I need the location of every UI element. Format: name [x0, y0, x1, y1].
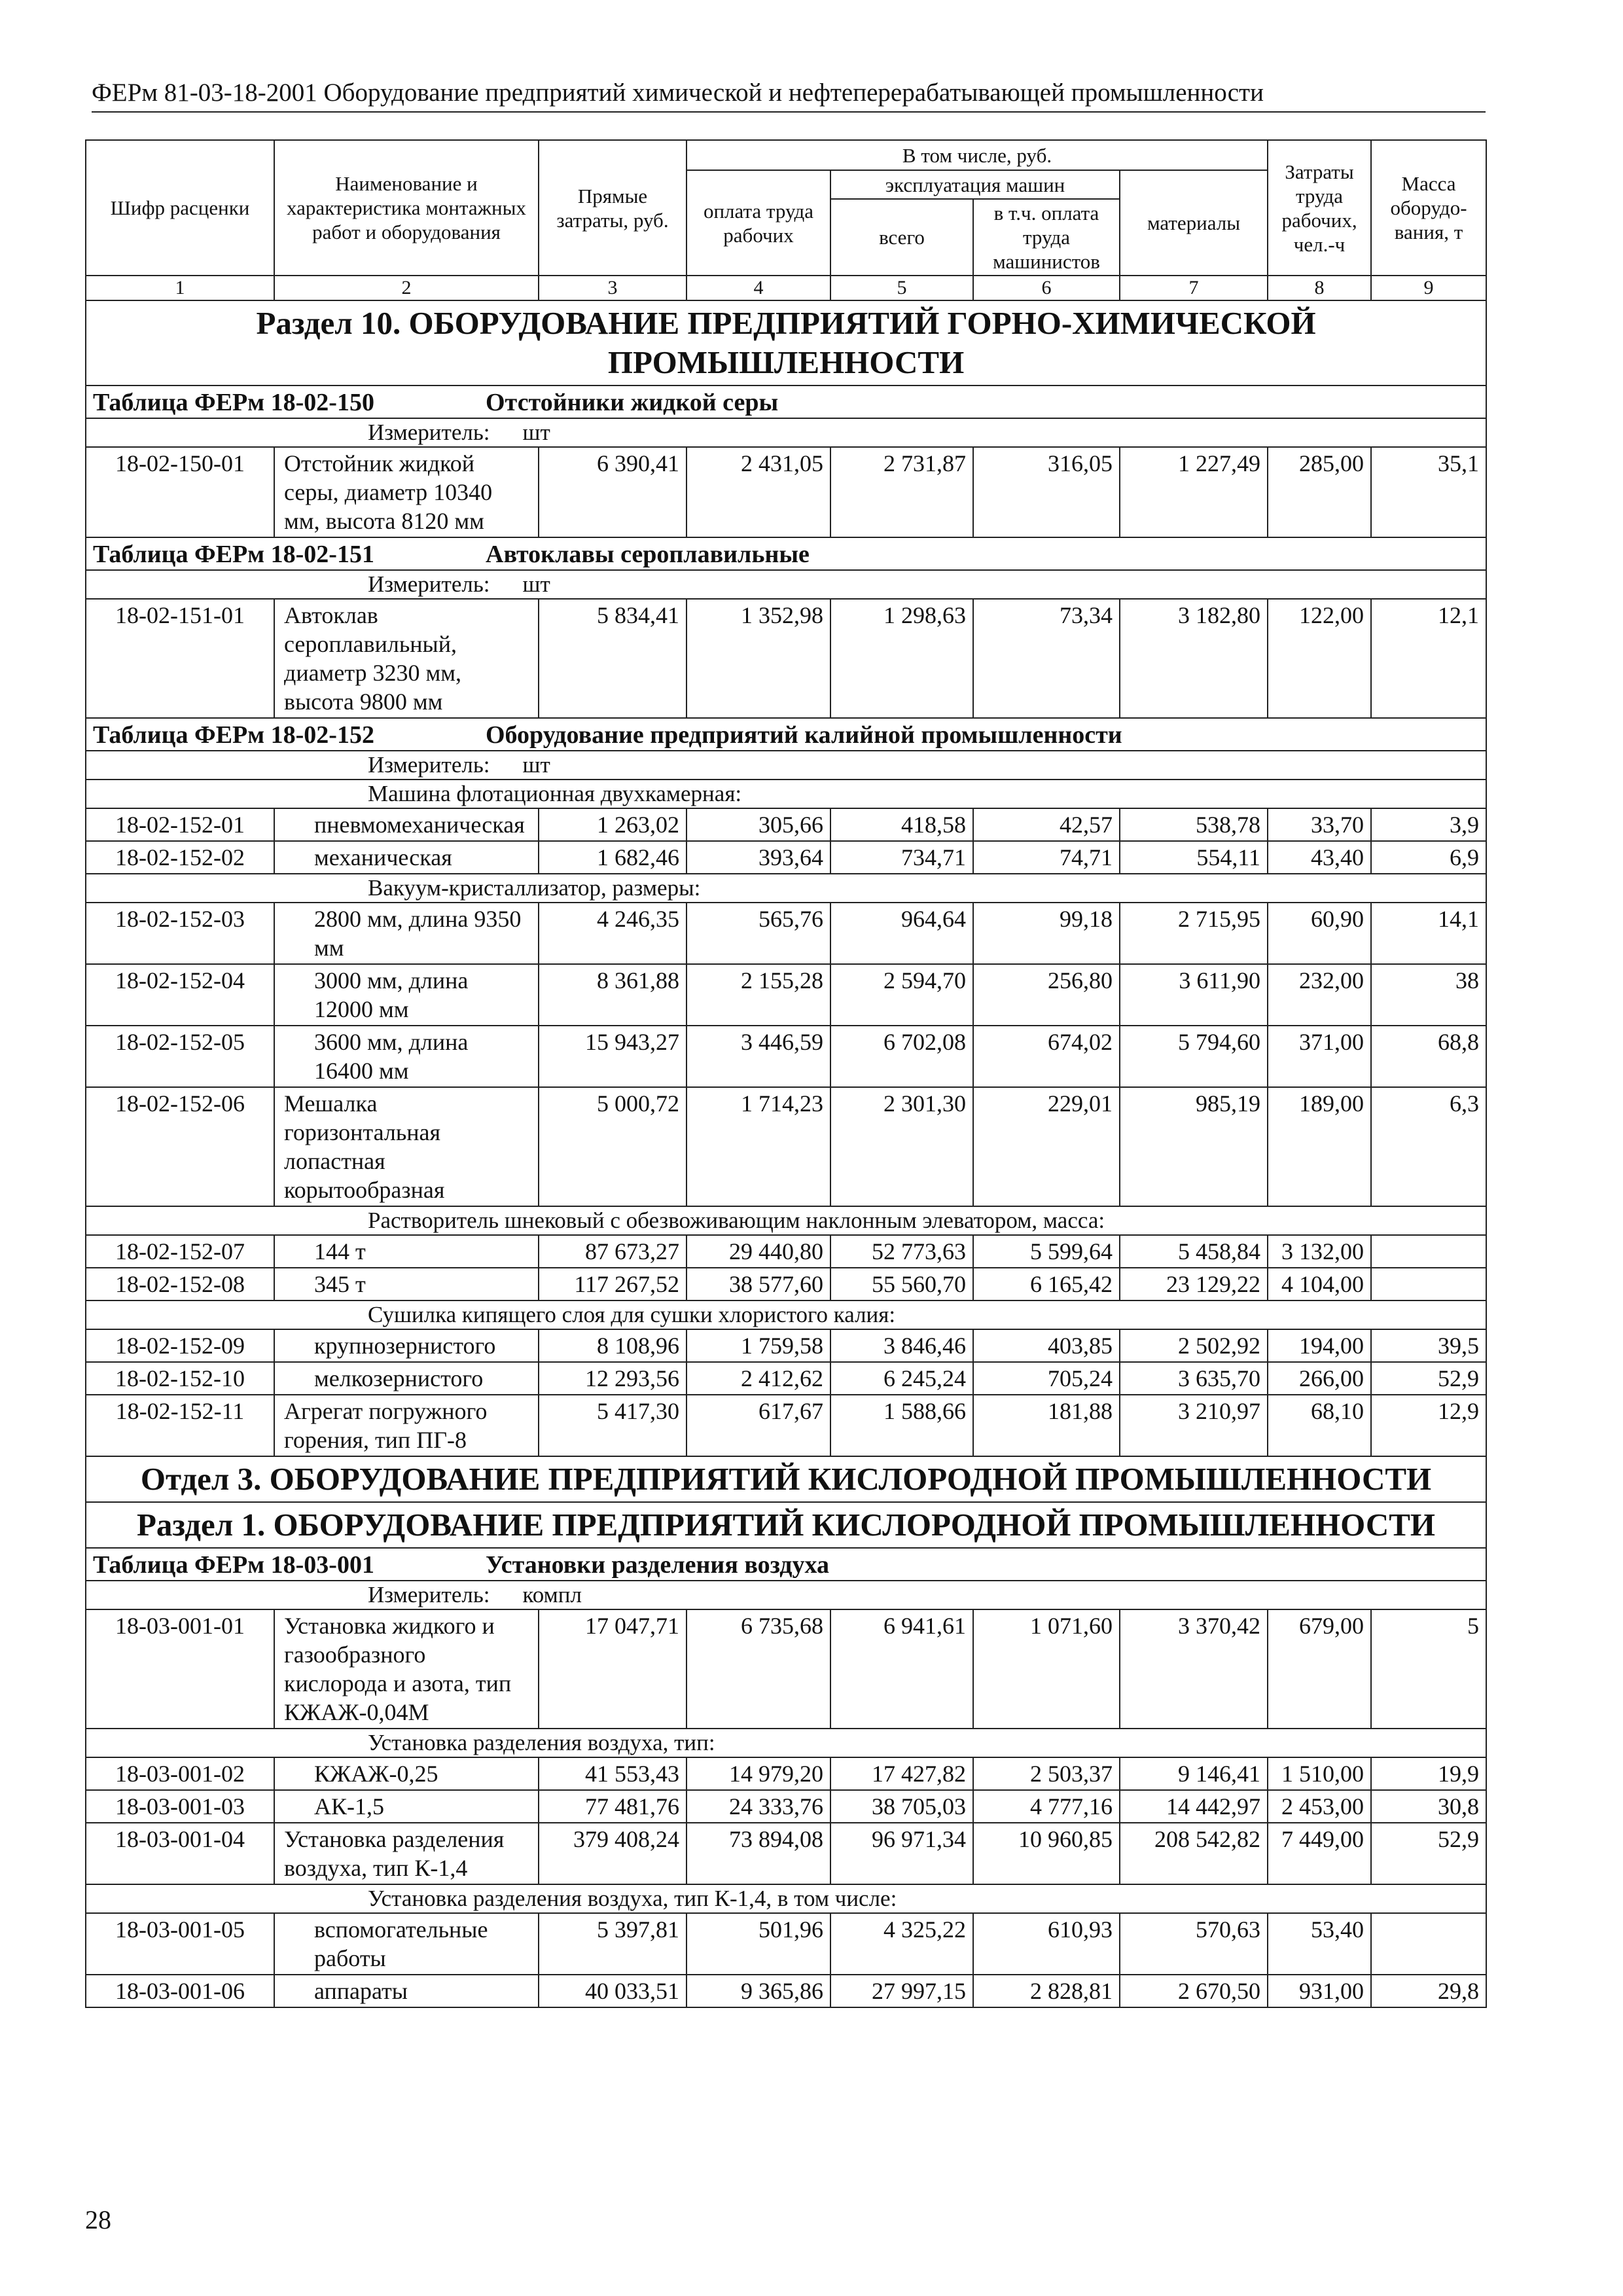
rate-code: 18-02-151-01: [86, 599, 274, 718]
table-heading-row: [86, 537, 1486, 570]
table-heading-row: [86, 1548, 1486, 1581]
table-heading: [86, 386, 1486, 418]
table-row: [86, 1913, 1486, 1975]
col-number: 9: [1371, 276, 1486, 300]
table-code: Таблица ФЕРм 18-02-151: [93, 541, 374, 568]
direct-cost: 87 673,27: [539, 1235, 687, 1268]
group-heading-row: [86, 1884, 1486, 1913]
machinist-wage: 610,93: [973, 1913, 1120, 1975]
table-row: [86, 1757, 1486, 1790]
section-heading-row: [86, 300, 1486, 386]
machines-total: 1 588,66: [830, 1395, 973, 1456]
col-header-direct: Прямые затраты, руб.: [539, 140, 687, 276]
labor-cost: 2 453,00: [1268, 1790, 1371, 1823]
workers-wage: 6 735,68: [687, 1609, 830, 1729]
direct-cost: 8 361,88: [539, 964, 687, 1026]
item-name: АК-1,5: [274, 1790, 539, 1823]
rate-code: 18-02-152-09: [86, 1329, 274, 1362]
direct-cost: 1 263,02: [539, 808, 687, 841]
machines-total: 6 941,61: [830, 1609, 973, 1729]
table-title: Отстойники жидкой серы: [486, 389, 779, 416]
item-name: аппараты: [274, 1975, 539, 2007]
item-name: пневмомеханическая: [274, 808, 539, 841]
table-heading: [86, 718, 1486, 751]
direct-cost: 40 033,51: [539, 1975, 687, 2007]
direct-cost: 5 834,41: [539, 599, 687, 718]
group-heading-row: [86, 1729, 1486, 1757]
equipment-mass: 52,9: [1371, 1823, 1486, 1884]
item-name: 3000 мм, длина 12000 мм: [274, 964, 539, 1026]
equipment-mass: 6,9: [1371, 841, 1486, 874]
machines-total: 38 705,03: [830, 1790, 973, 1823]
table-row: [86, 1026, 1486, 1087]
machinist-wage: 4 777,16: [973, 1790, 1120, 1823]
measure: [86, 418, 1486, 447]
page-header: ФЕРм 81-03-18-2001 Оборудование предприятий химической и нефтеперерабатывающей промышленности: [92, 77, 1486, 113]
workers-wage: 2 155,28: [687, 964, 830, 1026]
machinist-wage: 181,88: [973, 1395, 1120, 1456]
equipment-mass: [1371, 1913, 1486, 1975]
workers-wage: 1 714,23: [687, 1087, 830, 1206]
labor-cost: 1 510,00: [1268, 1757, 1371, 1790]
item-name: вспомогательные работы: [274, 1913, 539, 1975]
materials-cost: 23 129,22: [1120, 1268, 1268, 1300]
item-name: Отстойник жидкой серы, диаметр 10340 мм, высота 8120 мм: [274, 447, 539, 537]
machines-total: 27 997,15: [830, 1975, 973, 2007]
table-row: [86, 447, 1486, 537]
col-header-materials: материалы: [1120, 170, 1268, 276]
materials-cost: 3 611,90: [1120, 964, 1268, 1026]
labor-cost: 7 449,00: [1268, 1823, 1371, 1884]
workers-wage: 38 577,60: [687, 1268, 830, 1300]
materials-cost: 2 715,95: [1120, 903, 1268, 964]
measure-row: [86, 570, 1486, 599]
rate-code: 18-03-001-06: [86, 1975, 274, 2007]
direct-cost: 6 390,41: [539, 447, 687, 537]
direct-cost: 379 408,24: [539, 1823, 687, 1884]
machinist-wage: 256,80: [973, 964, 1120, 1026]
direct-cost: 41 553,43: [539, 1757, 687, 1790]
workers-wage: 617,67: [687, 1395, 830, 1456]
machinist-wage: 74,71: [973, 841, 1120, 874]
labor-cost: 232,00: [1268, 964, 1371, 1026]
materials-cost: 3 370,42: [1120, 1609, 1268, 1729]
direct-cost: 5 397,81: [539, 1913, 687, 1975]
measure-unit: шт: [522, 420, 550, 445]
materials-cost: 538,78: [1120, 808, 1268, 841]
section-heading-row: [86, 1456, 1486, 1502]
item-name: Установка разделения воздуха, тип К-1,4: [274, 1823, 539, 1884]
table-row: [86, 903, 1486, 964]
materials-cost: 14 442,97: [1120, 1790, 1268, 1823]
item-name: 345 т: [274, 1268, 539, 1300]
table-row: [86, 1329, 1486, 1362]
equipment-mass: 68,8: [1371, 1026, 1486, 1087]
equipment-mass: 5: [1371, 1609, 1486, 1729]
rate-code: 18-02-150-01: [86, 447, 274, 537]
equipment-mass: 52,9: [1371, 1362, 1486, 1395]
group-heading: Установка разделения воздуха, тип К-1,4, в том числе:: [86, 1884, 1486, 1913]
labor-cost: 266,00: [1268, 1362, 1371, 1395]
labor-cost: 679,00: [1268, 1609, 1371, 1729]
labor-cost: 285,00: [1268, 447, 1371, 537]
machinist-wage: 674,02: [973, 1026, 1120, 1087]
rate-code: 18-03-001-05: [86, 1913, 274, 1975]
equipment-mass: 30,8: [1371, 1790, 1486, 1823]
table-row: [86, 1362, 1486, 1395]
machinist-wage: 73,34: [973, 599, 1120, 718]
equipment-mass: 3,9: [1371, 808, 1486, 841]
equipment-mass: 38: [1371, 964, 1486, 1026]
group-heading: Вакуум-кристаллизатор, размеры:: [86, 874, 1486, 903]
group-heading-row: [86, 874, 1486, 903]
machines-total: 4 325,22: [830, 1913, 973, 1975]
item-name: 3600 мм, длина 16400 мм: [274, 1026, 539, 1087]
machines-total: 418,58: [830, 808, 973, 841]
workers-wage: 2 431,05: [687, 447, 830, 537]
section-heading: Отдел 3. ОБОРУДОВАНИЕ ПРЕДПРИЯТИЙ КИСЛОРОДНОЙ ПРОМЫШЛЕННОСТИ: [86, 1456, 1486, 1502]
machinist-wage: 6 165,42: [973, 1268, 1120, 1300]
col-number: 7: [1120, 276, 1268, 300]
col-header-mass: Масса оборудо-вания, т: [1371, 140, 1486, 276]
machines-total: 1 298,63: [830, 599, 973, 718]
labor-cost: 33,70: [1268, 808, 1371, 841]
measure: [86, 751, 1486, 780]
group-heading-row: [86, 1206, 1486, 1235]
equipment-mass: [1371, 1235, 1486, 1268]
section-heading: Раздел 1. ОБОРУДОВАНИЕ ПРЕДПРИЯТИЙ КИСЛОРОДНОЙ ПРОМЫШЛЕННОСТИ: [86, 1502, 1486, 1548]
measure: [86, 570, 1486, 599]
direct-cost: 117 267,52: [539, 1268, 687, 1300]
labor-cost: 4 104,00: [1268, 1268, 1371, 1300]
table-heading-row: [86, 718, 1486, 751]
labor-cost: 122,00: [1268, 599, 1371, 718]
workers-wage: 305,66: [687, 808, 830, 841]
materials-cost: 2 670,50: [1120, 1975, 1268, 2007]
labor-cost: 53,40: [1268, 1913, 1371, 1975]
rate-code: 18-03-001-01: [86, 1609, 274, 1729]
equipment-mass: 29,8: [1371, 1975, 1486, 2007]
col-header-labor: Затраты труда рабочих, чел.-ч: [1268, 140, 1371, 276]
machinist-wage: 2 828,81: [973, 1975, 1120, 2007]
rates-table: [85, 139, 1487, 2008]
materials-cost: 2 502,92: [1120, 1329, 1268, 1362]
direct-cost: 1 682,46: [539, 841, 687, 874]
equipment-mass: 39,5: [1371, 1329, 1486, 1362]
table-row: [86, 964, 1486, 1026]
workers-wage: 501,96: [687, 1913, 830, 1975]
table-code: Таблица ФЕРм 18-02-152: [93, 721, 374, 749]
workers-wage: 3 446,59: [687, 1026, 830, 1087]
table-row: [86, 599, 1486, 718]
item-name: Мешалка горизонтальная лопастная корытообразная: [274, 1087, 539, 1206]
group-heading-row: [86, 780, 1486, 808]
direct-cost: 5 417,30: [539, 1395, 687, 1456]
materials-cost: 985,19: [1120, 1087, 1268, 1206]
materials-cost: 5 794,60: [1120, 1026, 1268, 1087]
col-header-wage: оплата труда рабочих: [687, 170, 830, 276]
machines-total: 52 773,63: [830, 1235, 973, 1268]
materials-cost: 3 182,80: [1120, 599, 1268, 718]
measure-label: Измеритель:: [368, 420, 490, 445]
table-row: [86, 1975, 1486, 2007]
equipment-mass: 12,9: [1371, 1395, 1486, 1456]
rate-code: 18-02-152-08: [86, 1268, 274, 1300]
materials-cost: 3 635,70: [1120, 1362, 1268, 1395]
col-number: 2: [274, 276, 539, 300]
workers-wage: 9 365,86: [687, 1975, 830, 2007]
direct-cost: 5 000,72: [539, 1087, 687, 1206]
labor-cost: 371,00: [1268, 1026, 1371, 1087]
labor-cost: 43,40: [1268, 841, 1371, 874]
table-heading-row: [86, 386, 1486, 418]
item-name: КЖАЖ-0,25: [274, 1757, 539, 1790]
rate-code: 18-03-001-04: [86, 1823, 274, 1884]
rate-code: 18-02-152-10: [86, 1362, 274, 1395]
item-name: 2800 мм, длина 9350 мм: [274, 903, 539, 964]
machines-total: 17 427,82: [830, 1757, 973, 1790]
equipment-mass: 14,1: [1371, 903, 1486, 964]
rate-code: 18-02-152-04: [86, 964, 274, 1026]
item-name: Установка жидкого и газообразного кислорода и азота, тип КЖАЖ-0,04М: [274, 1609, 539, 1729]
materials-cost: 9 146,41: [1120, 1757, 1268, 1790]
table-row: [86, 1790, 1486, 1823]
table-heading: [86, 537, 1486, 570]
item-name: 144 т: [274, 1235, 539, 1268]
direct-cost: 15 943,27: [539, 1026, 687, 1087]
rate-code: 18-02-152-05: [86, 1026, 274, 1087]
col-header-incl: В том числе, руб.: [687, 140, 1268, 170]
group-heading: Сушилка кипящего слоя для сушки хлористого калия:: [86, 1300, 1486, 1329]
direct-cost: 12 293,56: [539, 1362, 687, 1395]
measure-label: Измеритель:: [368, 571, 490, 597]
workers-wage: 1 759,58: [687, 1329, 830, 1362]
rate-code: 18-02-152-02: [86, 841, 274, 874]
item-name: Агрегат погружного горения, тип ПГ-8: [274, 1395, 539, 1456]
labor-cost: 3 132,00: [1268, 1235, 1371, 1268]
materials-cost: 570,63: [1120, 1913, 1268, 1975]
table-row: [86, 1235, 1486, 1268]
rate-code: 18-02-152-01: [86, 808, 274, 841]
table-row: [86, 1609, 1486, 1729]
measure-label: Измеритель:: [368, 752, 490, 778]
rate-code: 18-03-001-02: [86, 1757, 274, 1790]
column-numbers-row: [86, 276, 1486, 300]
col-header-machinist-wage: в т.ч. оплата труда машинистов: [973, 199, 1120, 276]
materials-cost: 1 227,49: [1120, 447, 1268, 537]
measure-label: Измеритель:: [368, 1582, 490, 1607]
machines-total: 2 731,87: [830, 447, 973, 537]
measure-row: [86, 751, 1486, 780]
workers-wage: 565,76: [687, 903, 830, 964]
section-heading: Раздел 10. ОБОРУДОВАНИЕ ПРЕДПРИЯТИЙ ГОРНО-ХИМИЧЕСКОЙ ПРОМЫШЛЕННОСТИ: [86, 300, 1486, 386]
table-heading: [86, 1548, 1486, 1581]
rate-code: 18-03-001-03: [86, 1790, 274, 1823]
group-heading: Установка разделения воздуха, тип:: [86, 1729, 1486, 1757]
measure-unit: шт: [522, 571, 550, 597]
col-header-code: Шифр расценки: [86, 140, 274, 276]
table-row: [86, 1395, 1486, 1456]
machinist-wage: 705,24: [973, 1362, 1120, 1395]
materials-cost: 554,11: [1120, 841, 1268, 874]
section-heading-row: [86, 1502, 1486, 1548]
item-name: мелкозернистого: [274, 1362, 539, 1395]
materials-cost: 208 542,82: [1120, 1823, 1268, 1884]
col-header-machines: эксплуатация машин: [830, 170, 1120, 199]
measure: [86, 1581, 1486, 1609]
workers-wage: 29 440,80: [687, 1235, 830, 1268]
direct-cost: 77 481,76: [539, 1790, 687, 1823]
machinist-wage: 2 503,37: [973, 1757, 1120, 1790]
labor-cost: 194,00: [1268, 1329, 1371, 1362]
item-name: Автоклав сероплавильный, диаметр 3230 мм, высота 9800 мм: [274, 599, 539, 718]
item-name: механическая: [274, 841, 539, 874]
group-heading: Растворитель шнековый с обезвоживающим наклонным элеватором, масса:: [86, 1206, 1486, 1235]
machinist-wage: 1 071,60: [973, 1609, 1120, 1729]
table-title: Установки разделения воздуха: [486, 1551, 829, 1579]
machines-total: 3 846,46: [830, 1329, 973, 1362]
rate-code: 18-02-152-06: [86, 1087, 274, 1206]
materials-cost: 3 210,97: [1120, 1395, 1268, 1456]
measure-unit: шт: [522, 752, 550, 778]
machinist-wage: 42,57: [973, 808, 1120, 841]
group-heading: Машина флотационная двухкамерная:: [86, 780, 1486, 808]
machinist-wage: 316,05: [973, 447, 1120, 537]
equipment-mass: 35,1: [1371, 447, 1486, 537]
col-number: 8: [1268, 276, 1371, 300]
rate-code: 18-02-152-03: [86, 903, 274, 964]
direct-cost: 8 108,96: [539, 1329, 687, 1362]
table-row: [86, 1087, 1486, 1206]
materials-cost: 5 458,84: [1120, 1235, 1268, 1268]
rate-code: 18-02-152-11: [86, 1395, 274, 1456]
labor-cost: 931,00: [1268, 1975, 1371, 2007]
workers-wage: 24 333,76: [687, 1790, 830, 1823]
machinist-wage: 10 960,85: [973, 1823, 1120, 1884]
direct-cost: 17 047,71: [539, 1609, 687, 1729]
page-number: 28: [85, 2205, 111, 2234]
group-heading-row: [86, 1300, 1486, 1329]
table-row: [86, 1823, 1486, 1884]
machines-total: 964,64: [830, 903, 973, 964]
machines-total: 6 702,08: [830, 1026, 973, 1087]
col-header-machines-total: всего: [830, 199, 973, 276]
workers-wage: 14 979,20: [687, 1757, 830, 1790]
table-code: Таблица ФЕРм 18-02-150: [93, 389, 374, 416]
labor-cost: 60,90: [1268, 903, 1371, 964]
table-title: Оборудование предприятий калийной промышленности: [486, 721, 1122, 749]
machinist-wage: 229,01: [973, 1087, 1120, 1206]
table-title: Автоклавы сероплавильные: [486, 541, 810, 568]
col-number: 6: [973, 276, 1120, 300]
machinist-wage: 99,18: [973, 903, 1120, 964]
col-number: 3: [539, 276, 687, 300]
table-row: [86, 1268, 1486, 1300]
machines-total: 2 594,70: [830, 964, 973, 1026]
measure-row: [86, 1581, 1486, 1609]
machinist-wage: 403,85: [973, 1329, 1120, 1362]
equipment-mass: [1371, 1268, 1486, 1300]
header-row-1: [86, 140, 1486, 170]
measure-unit: компл: [522, 1582, 582, 1607]
equipment-mass: 19,9: [1371, 1757, 1486, 1790]
machines-total: 55 560,70: [830, 1268, 973, 1300]
direct-cost: 4 246,35: [539, 903, 687, 964]
col-header-name: Наименование и характеристика монтажных работ и оборудования: [274, 140, 539, 276]
workers-wage: 1 352,98: [687, 599, 830, 718]
machines-total: 734,71: [830, 841, 973, 874]
col-number: 1: [86, 276, 274, 300]
table-row: [86, 808, 1486, 841]
item-name: крупнозернистого: [274, 1329, 539, 1362]
table-code: Таблица ФЕРм 18-03-001: [93, 1551, 374, 1579]
rate-code: 18-02-152-07: [86, 1235, 274, 1268]
workers-wage: 393,64: [687, 841, 830, 874]
machines-total: 96 971,34: [830, 1823, 973, 1884]
workers-wage: 73 894,08: [687, 1823, 830, 1884]
measure-row: [86, 418, 1486, 447]
machines-total: 2 301,30: [830, 1087, 973, 1206]
equipment-mass: 6,3: [1371, 1087, 1486, 1206]
machinist-wage: 5 599,64: [973, 1235, 1120, 1268]
machines-total: 6 245,24: [830, 1362, 973, 1395]
col-number: 5: [830, 276, 973, 300]
labor-cost: 189,00: [1268, 1087, 1371, 1206]
equipment-mass: 12,1: [1371, 599, 1486, 718]
workers-wage: 2 412,62: [687, 1362, 830, 1395]
col-number: 4: [687, 276, 830, 300]
labor-cost: 68,10: [1268, 1395, 1371, 1456]
table-row: [86, 841, 1486, 874]
